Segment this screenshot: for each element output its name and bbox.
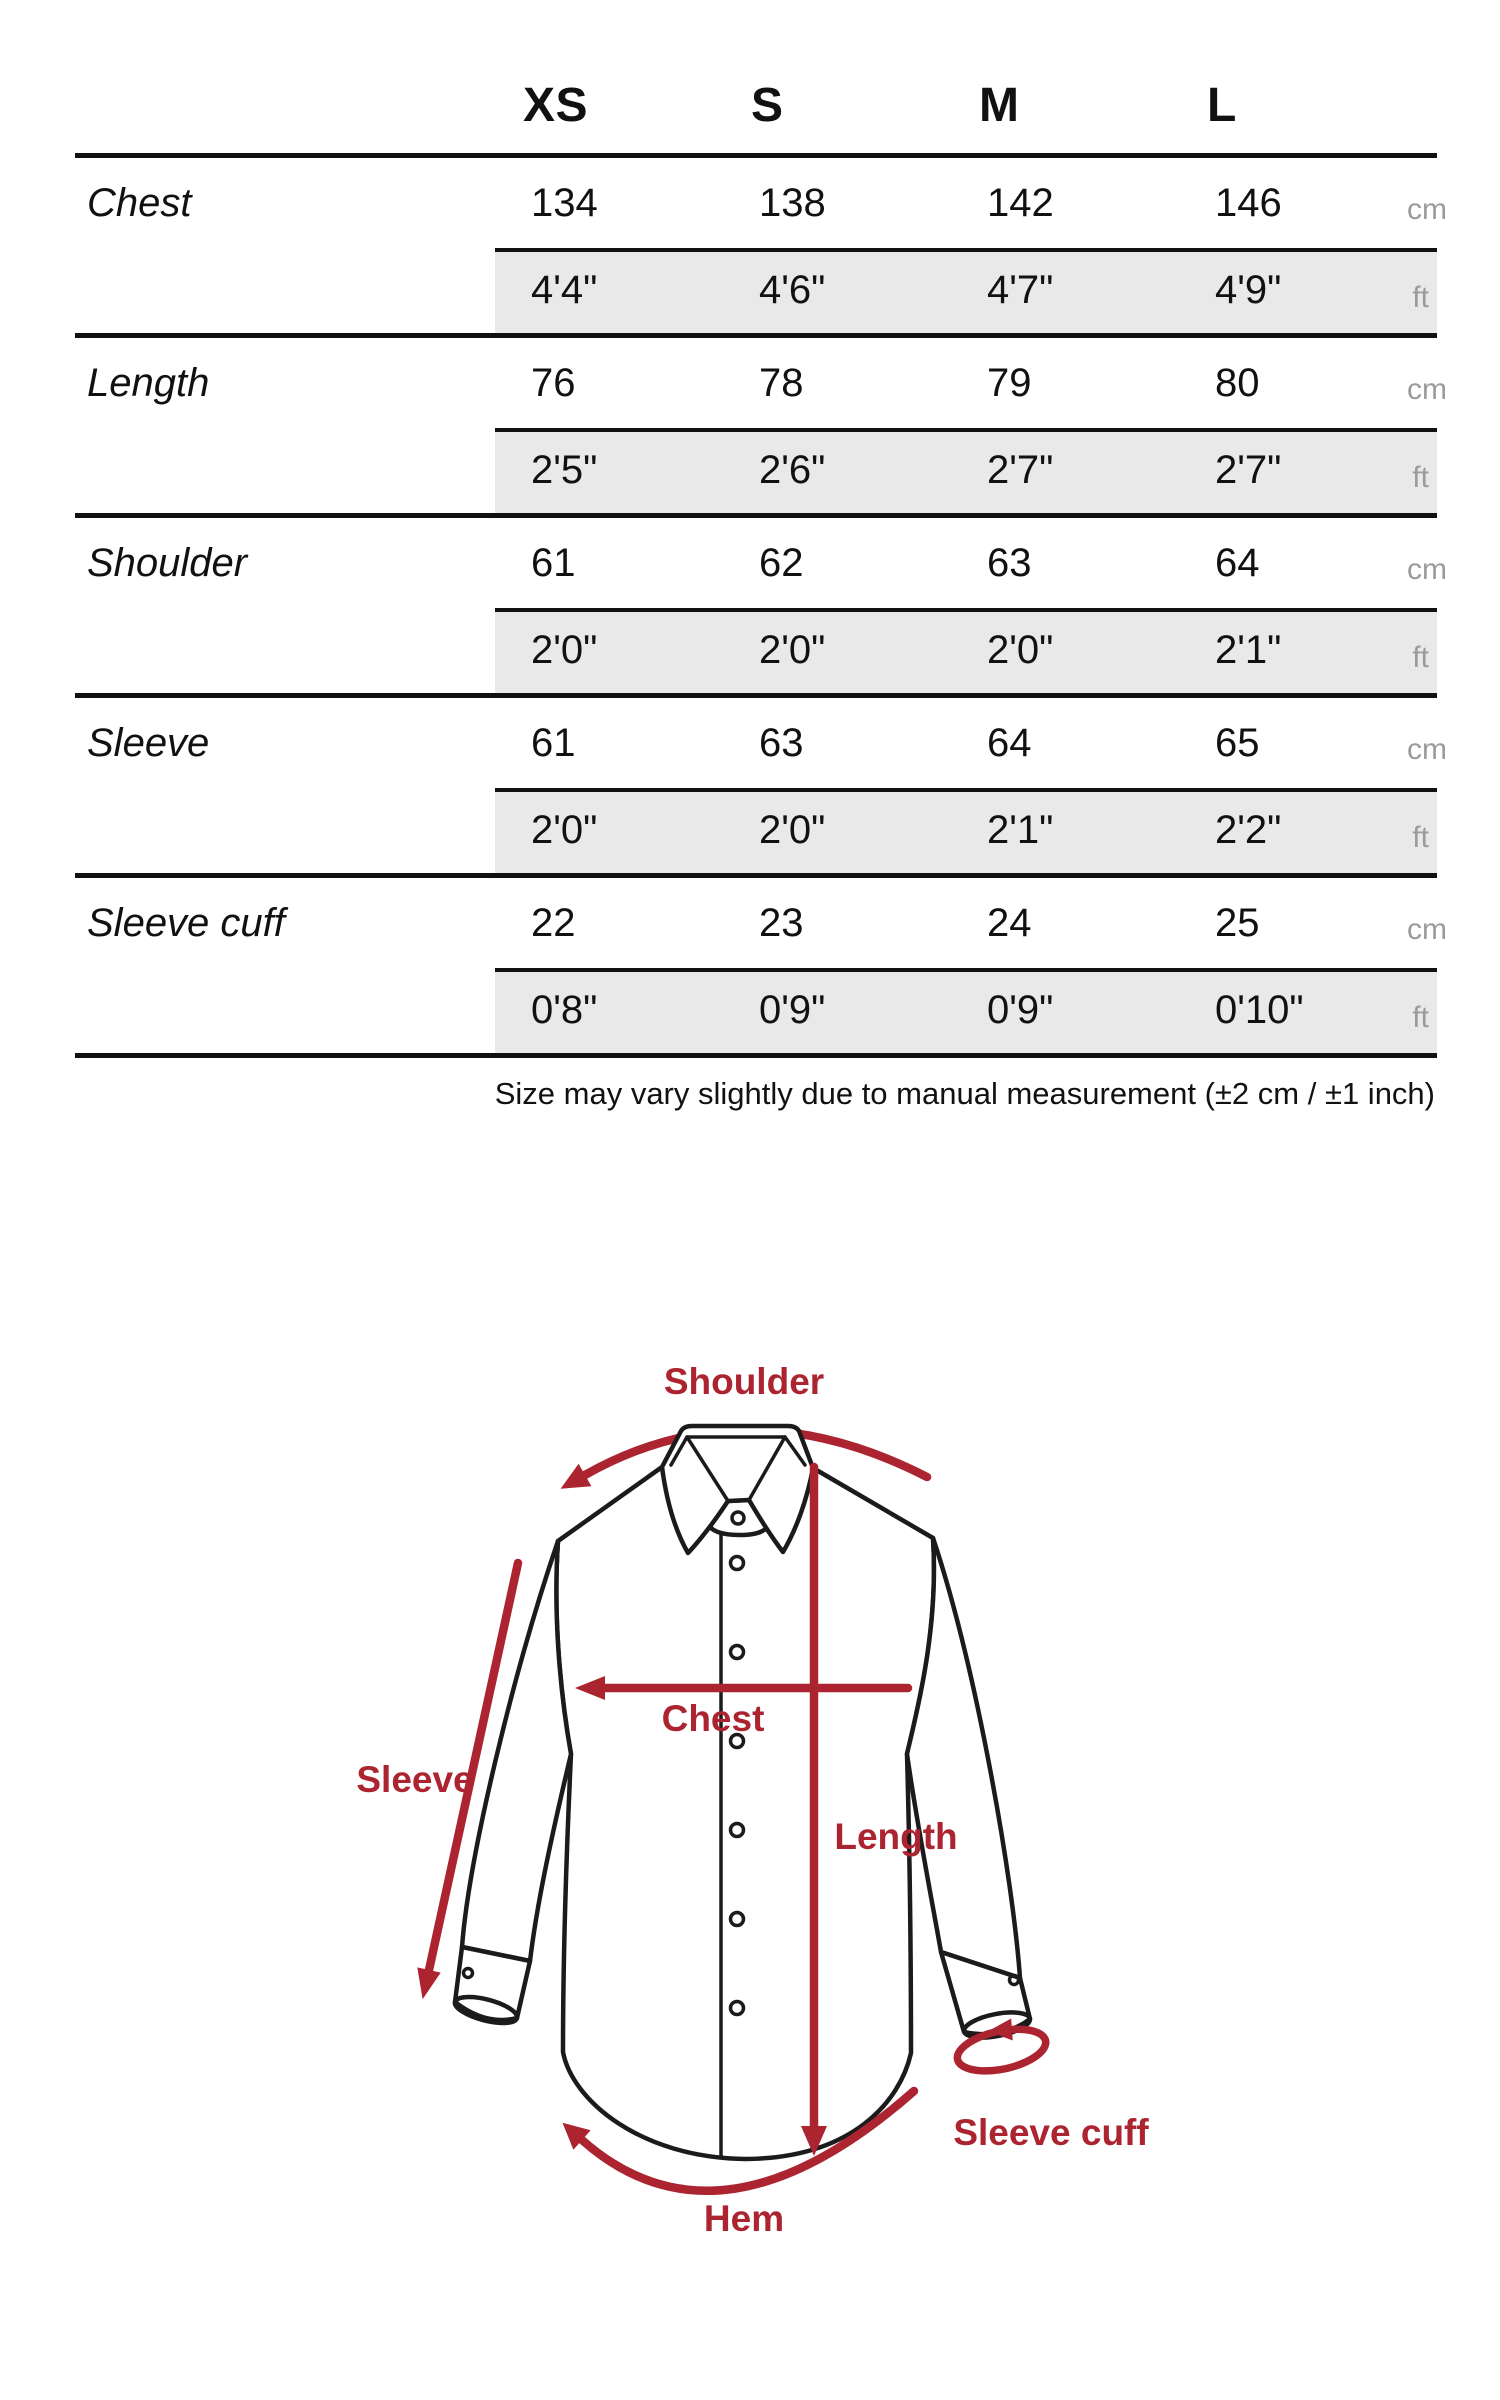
cm-value: 64 (987, 720, 1032, 765)
table-row-chest (75, 153, 1447, 333)
ft-value: 2'0" (531, 628, 598, 672)
ft-row (75, 248, 1437, 333)
ft-value: 4'6" (759, 268, 826, 312)
unit-label-cm: cm (1407, 913, 1447, 946)
size-col-header-m: M (979, 79, 1020, 132)
cm-value: 23 (759, 900, 804, 945)
length-label: Length (834, 1816, 958, 1857)
ft-value: 2'1" (987, 808, 1054, 852)
ft-value: 0'10" (1215, 988, 1304, 1032)
measurement-label: Chest (87, 180, 192, 225)
size-col-header-l: L (1207, 79, 1237, 132)
ft-value: 2'7" (1215, 448, 1282, 492)
table-row-shoulder (75, 513, 1447, 693)
table-row-sleeve (75, 693, 1447, 873)
table-row-sleeve-cuff (75, 873, 1447, 1053)
unit-label-ft: ft (1412, 280, 1429, 314)
shirt-body (556, 1467, 934, 2159)
cm-value: 138 (759, 180, 826, 225)
left-cuff (455, 1947, 530, 2020)
unit-label-cm: cm (1407, 193, 1447, 226)
cm-value: 61 (531, 720, 576, 765)
ft-value: 2'6" (759, 448, 826, 492)
measurement-label: Shoulder (87, 540, 248, 585)
sleeve-label: Sleeve (356, 1759, 474, 1800)
cm-value: 134 (531, 180, 598, 225)
ft-value: 0'8" (531, 988, 598, 1032)
cm-row (75, 338, 1447, 428)
ft-row (75, 608, 1437, 693)
unit-label-ft: ft (1412, 1000, 1429, 1034)
hem-label: Hem (703, 2198, 785, 2239)
ft-value: 2'0" (531, 808, 598, 852)
cm-value: 24 (987, 900, 1032, 945)
measurement-label: Length (87, 360, 210, 405)
cm-row (75, 878, 1447, 968)
size-table (75, 40, 1447, 1058)
unit-label-ft: ft (1412, 460, 1429, 494)
cm-value: 64 (1215, 540, 1260, 585)
cm-value: 22 (531, 900, 576, 945)
ft-value: 0'9" (759, 988, 826, 1032)
ft-value: 2'0" (759, 628, 826, 672)
measurement-label: Sleeve (87, 720, 210, 765)
ft-value: 2'0" (987, 628, 1054, 672)
size-col-header-s: S (751, 79, 784, 132)
ft-row (75, 788, 1437, 873)
unit-label-ft: ft (1412, 820, 1429, 854)
cm-value: 76 (531, 360, 576, 405)
cm-row (75, 698, 1447, 788)
cm-value: 61 (531, 540, 576, 585)
table-header-row (75, 40, 1437, 153)
unit-label-ft: ft (1412, 640, 1429, 674)
cm-value: 146 (1215, 180, 1282, 225)
cm-row (75, 518, 1447, 608)
ft-value: 4'4" (531, 268, 598, 312)
ft-value: 2'0" (759, 808, 826, 852)
cm-value: 142 (987, 180, 1054, 225)
shoulder-label: Shoulder (663, 1361, 825, 1402)
cm-value: 62 (759, 540, 804, 585)
unit-label-cm: cm (1407, 733, 1447, 766)
ft-value: 2'7" (987, 448, 1054, 492)
cm-value: 78 (759, 360, 804, 405)
cm-row (75, 158, 1447, 248)
cm-value: 63 (759, 720, 804, 765)
cm-value: 79 (987, 360, 1032, 405)
ft-value: 2'2" (1215, 808, 1282, 852)
unit-label-cm: cm (1407, 373, 1447, 406)
shirt-measurement-diagram (0, 1300, 1500, 2400)
ft-value: 0'9" (987, 988, 1054, 1032)
cm-value: 63 (987, 540, 1032, 585)
table-row-length (75, 333, 1447, 513)
ft-row (75, 968, 1437, 1053)
ft-value: 4'9" (1215, 268, 1282, 312)
shirt-outline (452, 1426, 1032, 2159)
ft-value: 2'5" (531, 448, 598, 492)
cm-value: 80 (1215, 360, 1260, 405)
cm-value: 25 (1215, 900, 1260, 945)
sleeve-cuff-label: Sleeve cuff (953, 2112, 1149, 2153)
chest-label: Chest (661, 1698, 765, 1739)
unit-label-cm: cm (1407, 553, 1447, 586)
measurement-label: Sleeve cuff (87, 900, 285, 945)
ft-value: 4'7" (987, 268, 1054, 312)
ft-value: 2'1" (1215, 628, 1282, 672)
measurement-note: Size may vary slightly due to manual measurement (±2 cm / ±1 inch) (494, 1076, 1435, 1111)
size-col-header-xs: XS (523, 79, 589, 132)
ft-row (75, 428, 1437, 513)
cm-value: 65 (1215, 720, 1260, 765)
